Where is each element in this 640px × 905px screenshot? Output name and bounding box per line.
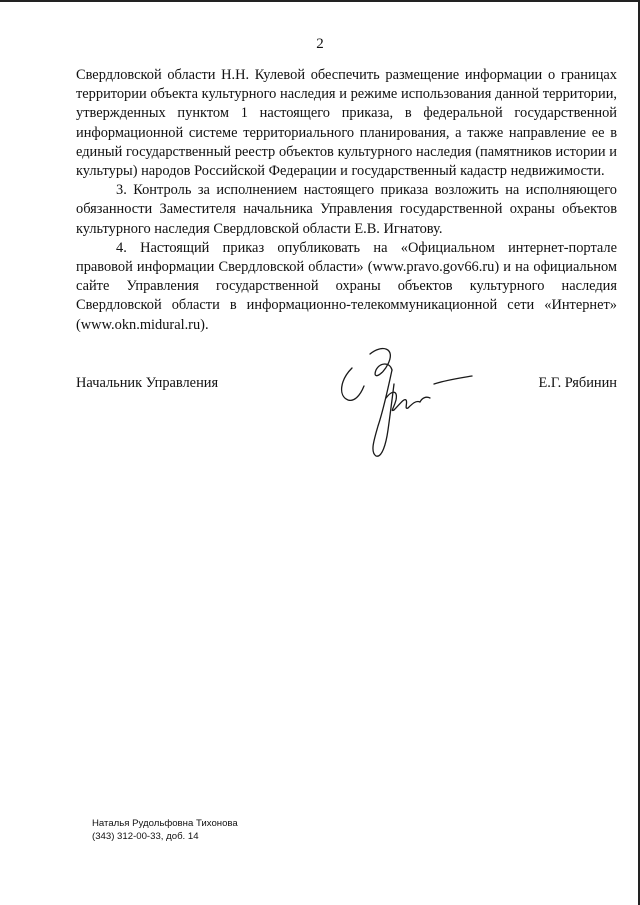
executor-name: Наталья Рудольфовна Тихонова [92, 818, 238, 829]
signatory-title: Начальник Управления [76, 375, 219, 391]
paragraph-4: 4. Настоящий приказ опубликовать на «Официальном интернет-портале правовой информации Свердловской области» (www.pravo.gov66.ru) и на официальном сайте Управления государственной охраны объектов культурного наследия Свердловской области в информационно-телекоммуникационной сети «Интернет» (www.okn.midural.ru). [76, 239, 617, 333]
executor-info [92, 818, 238, 843]
paragraph-3: 3. Контроль за исполнением настоящего приказа возложить на исполняющего обязанности Заместителя начальника Управления государственной охраны объектов культурного наследия Свердловской области Е.В. Игнатову. [76, 182, 617, 237]
paragraph-continuation: Свердловской области Н.Н. Кулевой обеспечить размещение информации о границах территории объекта культурного наследия и режиме использования данной территории, утвержденных пунктом 1 настоящего приказа, в федеральной государственной информационной системе территориального планирования, а также направление ее в единый государственный реестр объектов культурного наследия (памятников истории и культуры) народов Российской Федерации и государственный кадастр недвижимости. [76, 67, 617, 180]
page-number: 2 [316, 36, 324, 52]
executor-phone: (343) 312-00-33, доб. 14 [92, 830, 199, 842]
document-body [76, 66, 617, 335]
handwritten-signature [330, 340, 480, 465]
scan-border-top [0, 0, 640, 2]
signatory-name: Е.Г. Рябинин [538, 375, 617, 391]
